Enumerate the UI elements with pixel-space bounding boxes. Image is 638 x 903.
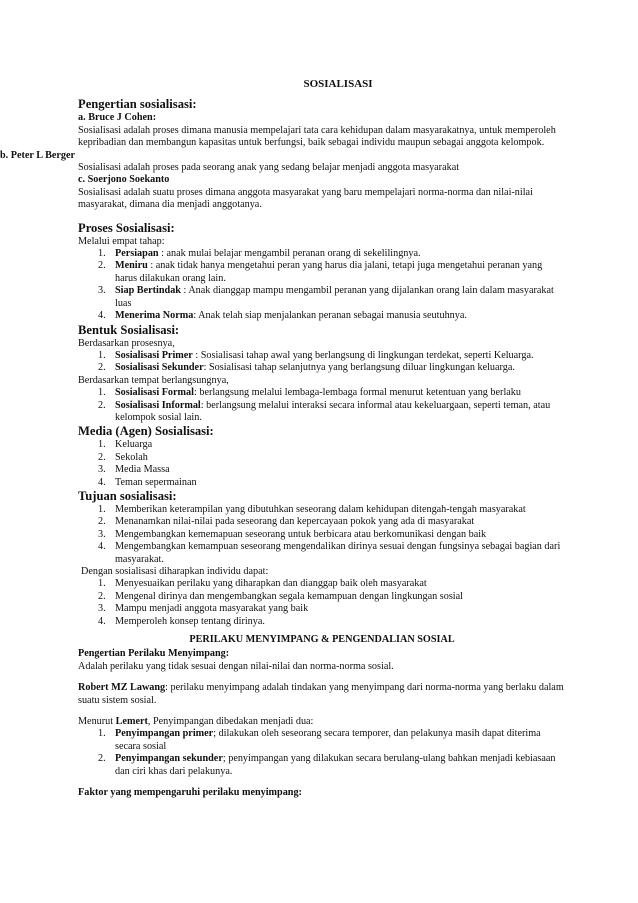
heading-faktor: Faktor yang mempengaruhi perilaku menyimpang: (78, 787, 302, 799)
definition-soekanto-name: c. Soerjono Soekanto (78, 174, 170, 186)
list-item: 3. Siap Bertindak : Anak dianggap mampu mengambil peranan yang dijalankan orang lain dalam masyarakat luas (98, 285, 554, 309)
list-item: 4. Menerima Norma: Anak telah siap menjalankan peranan sebagai manusia seutuhnya. (98, 310, 467, 322)
definition-berger-text: Sosialisasi adalah proses pada seorang anak yang sedang belajar menjadi anggota masyarakat (78, 162, 460, 174)
heading-bentuk: Bentuk Sosialisasi: (78, 322, 180, 337)
perilaku-definition: Adalah perilaku yang tidak sesuai dengan nilai-nilai dan norma-norma sosial. (78, 660, 394, 672)
bentuk-list-tempat (78, 387, 566, 424)
proses-list (78, 248, 566, 322)
definition-soekanto-text: Sosialisasi adalah suatu proses dimana anggota masyarakat yang baru mempelajari norma-norma dan nilai-nilai masyarakat, dimana dia menjadi anggotanya. (78, 186, 533, 211)
lemert-intro: Menurut Lemert, Penyimpangan dibedakan menjadi dua: (78, 716, 314, 728)
bentuk-list-proses (78, 350, 566, 375)
list-item: 3. Mampu menjadi anggota masyarakat yang baik (98, 603, 309, 615)
list-item: 3. Mengembangkan kememapuan seseorang untuk berbicara atau berkomunikasi dengan baik (98, 528, 487, 540)
heading-pengertian: Pengertian sosialisasi: (78, 97, 197, 112)
definition-berger-name: b. Peter L Berger (0, 149, 76, 161)
definition-cohen-name: a. Bruce J Cohen: (78, 112, 157, 124)
bentuk-intro-proses: Berdasarkan prosesnya, (78, 337, 175, 349)
list-item: 4. Memperoleh konsep tentang dirinya. (98, 615, 265, 627)
tujuan-list (78, 504, 566, 566)
tujuan-intro-harapan: Dengan sosialisasi diharapkan individu dapat: (81, 566, 269, 577)
lemert-name: Lemert (115, 716, 148, 728)
list-item: 2. Mengenal dirinya dan mengembangkan segala kemampuan dengan lingkungan sosial (98, 590, 463, 602)
list-item: 1. Memberikan keterampilan yang dibutuhkan seseorang dalam kehidupan ditengah-tengah masyarakat (98, 503, 526, 515)
list-item: 4. Teman sepermainan (98, 476, 197, 488)
list-item: 2. Menanamkan nilai-nilai pada seseorang dan kepercayaan pokok yang ada di masyarakat (98, 516, 475, 528)
heading-perilaku-menyimpang: Pengertian Perilaku Menyimpang: (78, 648, 230, 660)
list-item: 1. Sosialisasi Primer : Sosialisasi tahap awal yang berlangsung di lingkungan terdekat, seperti Keluarga. (98, 349, 534, 361)
list-item: 4. Mengembangkan kemampuan seseorang mengendalikan dirinya sesuai dengan fungsinya sebagai bagian dari masyarakat. (98, 541, 561, 565)
list-item: 2. Sosialisasi Informal: berlangsung melalui interaksi secara informal atau kekeluargaan, seperti teman, atau kelompok sosial lain. (98, 399, 551, 423)
list-item: 2. Sosialisasi Sekunder: Sosialisasi tahap selanjutnya yang berlangsung diluar lingkungan keluarga. (98, 362, 515, 374)
list-item: 1. Persiapan : anak mulai belajar mengambil peranan orang di sekelilingnya. (98, 248, 421, 260)
penyimpangan-list (78, 728, 566, 778)
proses-intro: Melalui empat tahap: (78, 235, 165, 247)
section-title-perilaku: PERILAKU MENYIMPANG & PENGENDALIAN SOSIAL (189, 634, 455, 646)
document-content (0, 78, 566, 800)
media-list (78, 439, 566, 489)
list-item: 1. Keluarga (98, 439, 153, 451)
document-title: SOSIALISASI (303, 78, 373, 90)
harapan-list (78, 578, 566, 628)
list-item: 2. Meniru : anak tidak hanya mengetahui peran yang harus dia jalani, tetapi juga mengetahui peranan yang harus dilakukan orang lain. (98, 260, 543, 284)
list-item: 2. Sekolah (98, 451, 148, 463)
definition-lawang: Robert MZ Lawang: perilaku menyimpang adalah tindakan yang menyimpang dari norma-norma yang berlaku dalam suatu sistem sosial. (78, 682, 564, 706)
list-item: 1. Sosialisasi Formal: berlangsung melalui lembaga-lembaga formal menurut ketentuan yang berlaku (98, 387, 521, 399)
list-item: 2. Penyimpangan sekunder; penyimpangan yang dilakukan secara berulang-ulang bahkan menjadi kebiasaan dan ciri khas dari pelakunya. (98, 753, 556, 777)
list-item: 1. Menyesuaikan perilaku yang diharapkan dan dianggap baik oleh masyarakat (98, 578, 427, 590)
heading-tujuan: Tujuan sosialisasi: (78, 488, 177, 503)
list-item: 3. Media Massa (98, 464, 170, 476)
definition-lawang-name: Robert MZ Lawang (78, 682, 166, 694)
bentuk-intro-tempat: Berdasarkan tempat berlangsungnya, (78, 374, 229, 386)
list-item: 1. Penyimpangan primer; dilakukan oleh seseorang secara temporer, dan pelakunya masih dapat diterima secara sosial (98, 728, 541, 752)
definition-cohen-text: Sosialisasi adalah proses dimana manusia mempelajari tata cara kehidupan dalam masyarakatnya, untuk memperoleh kepribadian dan membangun kapasitas untuk berfungsi, baik sebagai individu maupun sebagai anggota kelompok. (78, 124, 556, 149)
heading-media: Media (Agen) Sosialisasi: (78, 424, 214, 439)
heading-proses: Proses Sosialisasi: (78, 220, 175, 235)
